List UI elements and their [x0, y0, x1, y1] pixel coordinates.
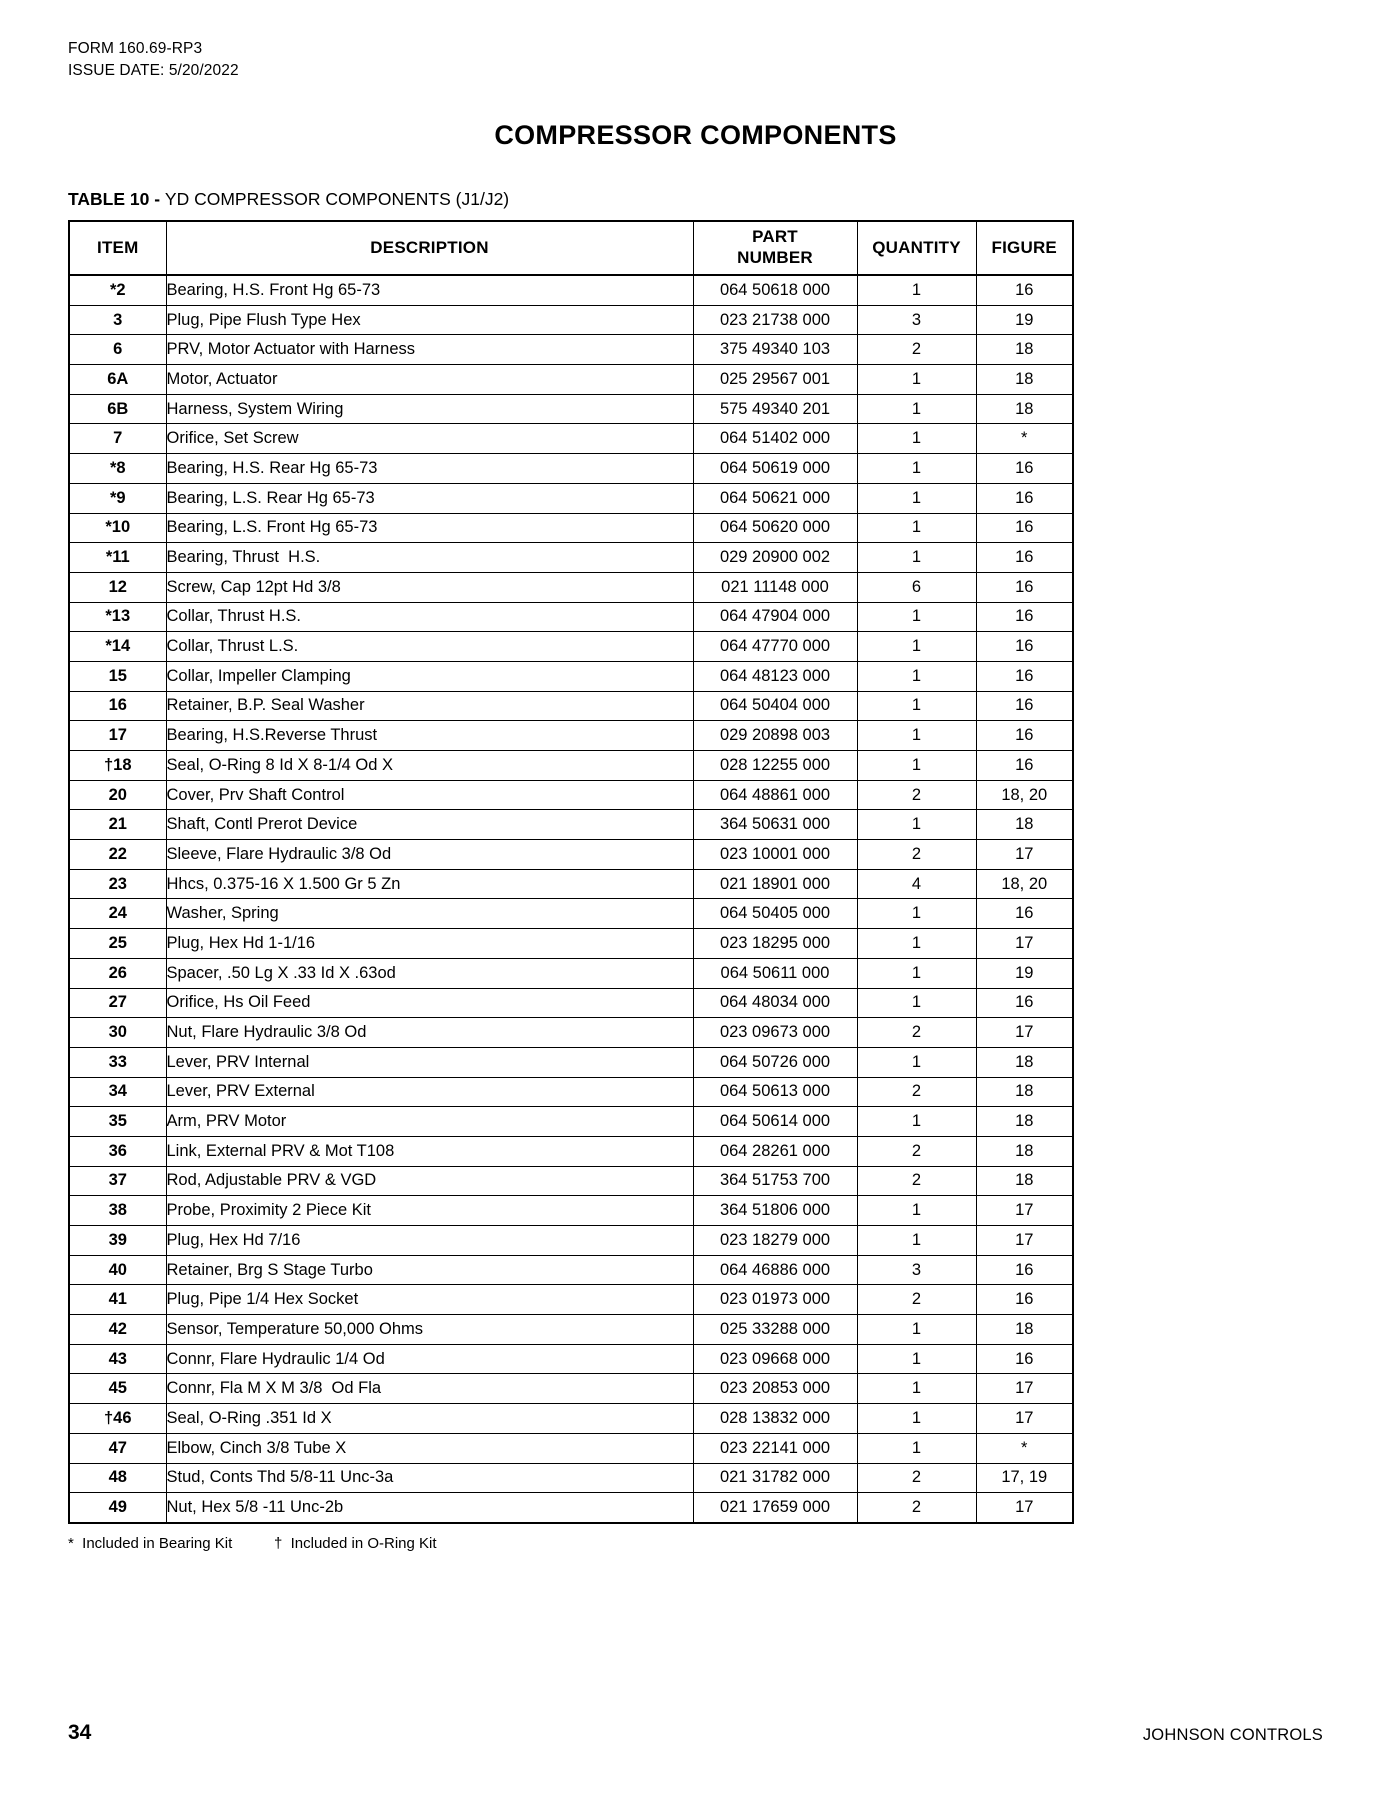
cell-description: PRV, Motor Actuator with Harness: [166, 335, 693, 365]
cell-figure: 16: [976, 1285, 1073, 1315]
cell-quantity: 2: [857, 335, 976, 365]
cell-figure: 16: [976, 572, 1073, 602]
cell-description: Nut, Hex 5/8 -11 Unc-2b: [166, 1493, 693, 1523]
column-header-item: ITEM: [69, 221, 166, 275]
cell-part-number: 023 20853 000: [693, 1374, 857, 1404]
parts-table-header: [69, 221, 1073, 275]
cell-description: Link, External PRV & Mot T108: [166, 1136, 693, 1166]
cell-part-number: 023 10001 000: [693, 840, 857, 870]
cell-item: *13: [69, 602, 166, 632]
cell-item: 16: [69, 691, 166, 721]
cell-description: Retainer, B.P. Seal Washer: [166, 691, 693, 721]
cell-quantity: 1: [857, 721, 976, 751]
cell-item: 12: [69, 572, 166, 602]
table-row: [69, 424, 1073, 454]
table-row: [69, 1404, 1073, 1434]
cell-quantity: 1: [857, 275, 976, 305]
table-row: [69, 751, 1073, 781]
cell-item: 45: [69, 1374, 166, 1404]
table-row: [69, 305, 1073, 335]
cell-part-number: 064 50621 000: [693, 483, 857, 513]
cell-description: Collar, Impeller Clamping: [166, 661, 693, 691]
cell-description: Seal, O-Ring 8 Id X 8-1/4 Od X: [166, 751, 693, 781]
cell-part-number: 064 51402 000: [693, 424, 857, 454]
cell-item: 37: [69, 1166, 166, 1196]
cell-description: Washer, Spring: [166, 899, 693, 929]
cell-figure: 19: [976, 305, 1073, 335]
cell-part-number: 064 48123 000: [693, 661, 857, 691]
cell-figure: 16: [976, 602, 1073, 632]
table-row: [69, 1433, 1073, 1463]
cell-item: 30: [69, 1018, 166, 1048]
cell-part-number: 023 18295 000: [693, 929, 857, 959]
cell-part-number: 064 50726 000: [693, 1047, 857, 1077]
cell-quantity: 1: [857, 1315, 976, 1345]
cell-figure: 17: [976, 929, 1073, 959]
table-row: [69, 365, 1073, 395]
column-header-part-number-line1: PART: [752, 227, 798, 247]
cell-item: 20: [69, 780, 166, 810]
cell-figure: 18, 20: [976, 780, 1073, 810]
cell-quantity: 1: [857, 899, 976, 929]
table-row: [69, 869, 1073, 899]
cell-part-number: 023 01973 000: [693, 1285, 857, 1315]
cell-description: Elbow, Cinch 3/8 Tube X: [166, 1433, 693, 1463]
cell-description: Collar, Thrust H.S.: [166, 602, 693, 632]
cell-quantity: 1: [857, 424, 976, 454]
cell-part-number: 064 48861 000: [693, 780, 857, 810]
cell-item: *14: [69, 632, 166, 662]
cell-quantity: 1: [857, 1433, 976, 1463]
cell-quantity: 2: [857, 1166, 976, 1196]
cell-quantity: 1: [857, 1344, 976, 1374]
cell-description: Plug, Pipe 1/4 Hex Socket: [166, 1285, 693, 1315]
cell-figure: 16: [976, 661, 1073, 691]
cell-description: Collar, Thrust L.S.: [166, 632, 693, 662]
cell-description: Connr, Flare Hydraulic 1/4 Od: [166, 1344, 693, 1374]
cell-figure: 17: [976, 840, 1073, 870]
cell-item: 27: [69, 988, 166, 1018]
table-row: [69, 780, 1073, 810]
cell-item: 26: [69, 958, 166, 988]
cell-part-number: 023 21738 000: [693, 305, 857, 335]
cell-figure: 16: [976, 1344, 1073, 1374]
table-row: [69, 275, 1073, 305]
cell-figure: 16: [976, 899, 1073, 929]
cell-item: *10: [69, 513, 166, 543]
parts-table: [68, 220, 1074, 1524]
cell-part-number: 064 50404 000: [693, 691, 857, 721]
cell-figure: 18: [976, 335, 1073, 365]
cell-part-number: 028 12255 000: [693, 751, 857, 781]
cell-figure: 16: [976, 751, 1073, 781]
cell-part-number: 375 49340 103: [693, 335, 857, 365]
cell-figure: 17: [976, 1196, 1073, 1226]
cell-quantity: 1: [857, 1107, 976, 1137]
cell-description: Screw, Cap 12pt Hd 3/8: [166, 572, 693, 602]
cell-part-number: 064 50614 000: [693, 1107, 857, 1137]
cell-quantity: 1: [857, 958, 976, 988]
cell-figure: 18, 20: [976, 869, 1073, 899]
table-row: [69, 1493, 1073, 1523]
table-header-row: [69, 221, 1073, 275]
cell-figure: *: [976, 424, 1073, 454]
table-row: [69, 1374, 1073, 1404]
cell-quantity: 2: [857, 1493, 976, 1523]
cell-item: 17: [69, 721, 166, 751]
cell-quantity: 1: [857, 483, 976, 513]
cell-figure: 17: [976, 1493, 1073, 1523]
cell-description: Orifice, Set Screw: [166, 424, 693, 454]
form-number: FORM 160.69-RP3: [68, 40, 203, 57]
cell-item: 33: [69, 1047, 166, 1077]
cell-quantity: 1: [857, 661, 976, 691]
table-row: [69, 958, 1073, 988]
cell-quantity: 3: [857, 305, 976, 335]
cell-quantity: 3: [857, 1255, 976, 1285]
cell-quantity: 1: [857, 602, 976, 632]
document-meta: [68, 38, 1323, 82]
table-row: [69, 572, 1073, 602]
table-row: [69, 1047, 1073, 1077]
table-row: [69, 1255, 1073, 1285]
table-row: [69, 1018, 1073, 1048]
table-row: [69, 1226, 1073, 1256]
cell-figure: 18: [976, 1107, 1073, 1137]
cell-description: Sensor, Temperature 50,000 Ohms: [166, 1315, 693, 1345]
table-row: [69, 602, 1073, 632]
cell-quantity: 2: [857, 840, 976, 870]
table-row: [69, 840, 1073, 870]
cell-quantity: 1: [857, 454, 976, 484]
cell-description: Bearing, H.S.Reverse Thrust: [166, 721, 693, 751]
page-footer: [68, 1721, 1323, 1745]
cell-item: 41: [69, 1285, 166, 1315]
column-header-part-number: [693, 221, 857, 275]
cell-item: *8: [69, 454, 166, 484]
table-row: [69, 543, 1073, 573]
cell-item: 7: [69, 424, 166, 454]
cell-part-number: 028 13832 000: [693, 1404, 857, 1434]
cell-part-number: 064 46886 000: [693, 1255, 857, 1285]
column-header-description: DESCRIPTION: [166, 221, 693, 275]
cell-item: 39: [69, 1226, 166, 1256]
cell-part-number: 064 48034 000: [693, 988, 857, 1018]
cell-figure: 16: [976, 1255, 1073, 1285]
cell-quantity: 1: [857, 1404, 976, 1434]
cell-description: Bearing, H.S. Rear Hg 65-73: [166, 454, 693, 484]
cell-part-number: 029 20900 002: [693, 543, 857, 573]
table-row: [69, 483, 1073, 513]
cell-part-number: 064 50613 000: [693, 1077, 857, 1107]
table-row: [69, 335, 1073, 365]
cell-figure: *: [976, 1433, 1073, 1463]
cell-description: Cover, Prv Shaft Control: [166, 780, 693, 810]
cell-figure: 16: [976, 454, 1073, 484]
cell-description: Connr, Fla M X M 3/8 Od Fla: [166, 1374, 693, 1404]
cell-part-number: 364 50631 000: [693, 810, 857, 840]
page-title: COMPRESSOR COMPONENTS: [494, 120, 897, 150]
cell-figure: 18: [976, 1136, 1073, 1166]
cell-item: 49: [69, 1493, 166, 1523]
cell-item: 47: [69, 1433, 166, 1463]
cell-quantity: 1: [857, 1047, 976, 1077]
cell-quantity: 2: [857, 780, 976, 810]
cell-figure: 17: [976, 1374, 1073, 1404]
cell-part-number: 064 50618 000: [693, 275, 857, 305]
table-row: [69, 929, 1073, 959]
table-row: [69, 691, 1073, 721]
cell-figure: 19: [976, 958, 1073, 988]
cell-figure: 16: [976, 691, 1073, 721]
cell-figure: 17, 19: [976, 1463, 1073, 1493]
table-caption-text: YD COMPRESSOR COMPONENTS (J1/J2): [164, 189, 510, 209]
table-row: [69, 1077, 1073, 1107]
cell-item: 6A: [69, 365, 166, 395]
cell-item: *9: [69, 483, 166, 513]
table-row: [69, 1136, 1073, 1166]
cell-item: 25: [69, 929, 166, 959]
table-row: [69, 513, 1073, 543]
column-header-part-number-line2: NUMBER: [737, 248, 813, 267]
cell-item: *11: [69, 543, 166, 573]
company-name: JOHNSON CONTROLS: [1142, 1726, 1323, 1744]
cell-description: Orifice, Hs Oil Feed: [166, 988, 693, 1018]
cell-description: Bearing, Thrust H.S.: [166, 543, 693, 573]
cell-quantity: 2: [857, 1077, 976, 1107]
cell-description: Hhcs, 0.375-16 X 1.500 Gr 5 Zn: [166, 869, 693, 899]
cell-part-number: 021 31782 000: [693, 1463, 857, 1493]
table-row: [69, 1107, 1073, 1137]
issue-date: ISSUE DATE: 5/20/2022: [68, 62, 239, 79]
cell-description: Stud, Conts Thd 5/8-11 Unc-3a: [166, 1463, 693, 1493]
cell-figure: 16: [976, 632, 1073, 662]
cell-item: 40: [69, 1255, 166, 1285]
cell-part-number: 023 18279 000: [693, 1226, 857, 1256]
cell-item: 23: [69, 869, 166, 899]
cell-item: †18: [69, 751, 166, 781]
parts-table-body: [69, 275, 1073, 1523]
cell-item: 22: [69, 840, 166, 870]
cell-part-number: 064 50405 000: [693, 899, 857, 929]
cell-part-number: 064 50619 000: [693, 454, 857, 484]
cell-part-number: 023 22141 000: [693, 1433, 857, 1463]
table-caption: [68, 189, 1323, 210]
cell-part-number: 023 09668 000: [693, 1344, 857, 1374]
cell-item: 35: [69, 1107, 166, 1137]
cell-figure: 16: [976, 543, 1073, 573]
cell-item: 21: [69, 810, 166, 840]
cell-description: Rod, Adjustable PRV & VGD: [166, 1166, 693, 1196]
cell-item: 43: [69, 1344, 166, 1374]
cell-item: 38: [69, 1196, 166, 1226]
table-row: [69, 1166, 1073, 1196]
cell-quantity: 6: [857, 572, 976, 602]
cell-figure: 16: [976, 483, 1073, 513]
cell-description: Seal, O-Ring .351 Id X: [166, 1404, 693, 1434]
cell-part-number: 025 29567 001: [693, 365, 857, 395]
page-number: 34: [68, 1721, 92, 1744]
cell-quantity: 1: [857, 929, 976, 959]
cell-figure: 16: [976, 275, 1073, 305]
cell-quantity: 2: [857, 1285, 976, 1315]
cell-figure: 18: [976, 365, 1073, 395]
table-row: [69, 1463, 1073, 1493]
cell-part-number: 021 18901 000: [693, 869, 857, 899]
table-row: [69, 721, 1073, 751]
cell-description: Bearing, H.S. Front Hg 65-73: [166, 275, 693, 305]
cell-item: 6: [69, 335, 166, 365]
cell-part-number: 021 17659 000: [693, 1493, 857, 1523]
cell-part-number: 364 51753 700: [693, 1166, 857, 1196]
cell-figure: 16: [976, 988, 1073, 1018]
table-row: [69, 810, 1073, 840]
cell-part-number: 021 11148 000: [693, 572, 857, 602]
cell-figure: 18: [976, 1315, 1073, 1345]
cell-description: Harness, System Wiring: [166, 394, 693, 424]
cell-description: Motor, Actuator: [166, 365, 693, 395]
table-row: [69, 899, 1073, 929]
column-header-quantity: QUANTITY: [857, 221, 976, 275]
cell-figure: 17: [976, 1404, 1073, 1434]
cell-item: †46: [69, 1404, 166, 1434]
cell-description: Arm, PRV Motor: [166, 1107, 693, 1137]
cell-quantity: 4: [857, 869, 976, 899]
cell-item: 36: [69, 1136, 166, 1166]
cell-description: Lever, PRV External: [166, 1077, 693, 1107]
cell-description: Shaft, Contl Prerot Device: [166, 810, 693, 840]
cell-description: Retainer, Brg S Stage Turbo: [166, 1255, 693, 1285]
cell-quantity: 1: [857, 1374, 976, 1404]
cell-quantity: 1: [857, 543, 976, 573]
cell-item: 3: [69, 305, 166, 335]
cell-quantity: 1: [857, 751, 976, 781]
cell-figure: 18: [976, 1077, 1073, 1107]
cell-description: Sleeve, Flare Hydraulic 3/8 Od: [166, 840, 693, 870]
cell-item: 42: [69, 1315, 166, 1345]
table-row: [69, 1285, 1073, 1315]
table-row: [69, 1344, 1073, 1374]
cell-item: 34: [69, 1077, 166, 1107]
cell-figure: 17: [976, 1018, 1073, 1048]
cell-quantity: 2: [857, 1136, 976, 1166]
table-row: [69, 1196, 1073, 1226]
table-row: [69, 1315, 1073, 1345]
cell-figure: 16: [976, 721, 1073, 751]
cell-figure: 17: [976, 1226, 1073, 1256]
cell-description: Bearing, L.S. Rear Hg 65-73: [166, 483, 693, 513]
cell-part-number: 364 51806 000: [693, 1196, 857, 1226]
cell-figure: 18: [976, 1047, 1073, 1077]
column-header-figure: FIGURE: [976, 221, 1073, 275]
table-row: [69, 661, 1073, 691]
cell-item: *2: [69, 275, 166, 305]
table-footnotes: * Included in Bearing Kit † Included in O-Ring Kit: [68, 1534, 437, 1552]
cell-part-number: 023 09673 000: [693, 1018, 857, 1048]
cell-description: Lever, PRV Internal: [166, 1047, 693, 1077]
cell-description: Bearing, L.S. Front Hg 65-73: [166, 513, 693, 543]
table-row: [69, 988, 1073, 1018]
cell-part-number: 064 50620 000: [693, 513, 857, 543]
cell-description: Plug, Hex Hd 7/16: [166, 1226, 693, 1256]
cell-part-number: 064 28261 000: [693, 1136, 857, 1166]
cell-item: 15: [69, 661, 166, 691]
cell-quantity: 1: [857, 691, 976, 721]
table-row: [69, 632, 1073, 662]
cell-quantity: 2: [857, 1463, 976, 1493]
cell-item: 6B: [69, 394, 166, 424]
cell-quantity: 1: [857, 810, 976, 840]
cell-item: 48: [69, 1463, 166, 1493]
table-caption-label: TABLE 10 -: [68, 189, 165, 209]
cell-quantity: 1: [857, 394, 976, 424]
cell-figure: 16: [976, 513, 1073, 543]
cell-description: Plug, Pipe Flush Type Hex: [166, 305, 693, 335]
cell-part-number: 025 33288 000: [693, 1315, 857, 1345]
cell-quantity: 1: [857, 632, 976, 662]
cell-quantity: 1: [857, 988, 976, 1018]
cell-part-number: 575 49340 201: [693, 394, 857, 424]
cell-part-number: 029 20898 003: [693, 721, 857, 751]
cell-figure: 18: [976, 810, 1073, 840]
cell-quantity: 2: [857, 1018, 976, 1048]
cell-description: Spacer, .50 Lg X .33 Id X .63od: [166, 958, 693, 988]
cell-figure: 18: [976, 1166, 1073, 1196]
cell-quantity: 1: [857, 1226, 976, 1256]
cell-description: Nut, Flare Hydraulic 3/8 Od: [166, 1018, 693, 1048]
cell-quantity: 1: [857, 513, 976, 543]
cell-quantity: 1: [857, 1196, 976, 1226]
table-row: [69, 454, 1073, 484]
cell-part-number: 064 47770 000: [693, 632, 857, 662]
cell-item: 24: [69, 899, 166, 929]
cell-figure: 18: [976, 394, 1073, 424]
cell-description: Probe, Proximity 2 Piece Kit: [166, 1196, 693, 1226]
cell-part-number: 064 47904 000: [693, 602, 857, 632]
cell-part-number: 064 50611 000: [693, 958, 857, 988]
table-row: [69, 394, 1073, 424]
cell-quantity: 1: [857, 365, 976, 395]
cell-description: Plug, Hex Hd 1-1/16: [166, 929, 693, 959]
